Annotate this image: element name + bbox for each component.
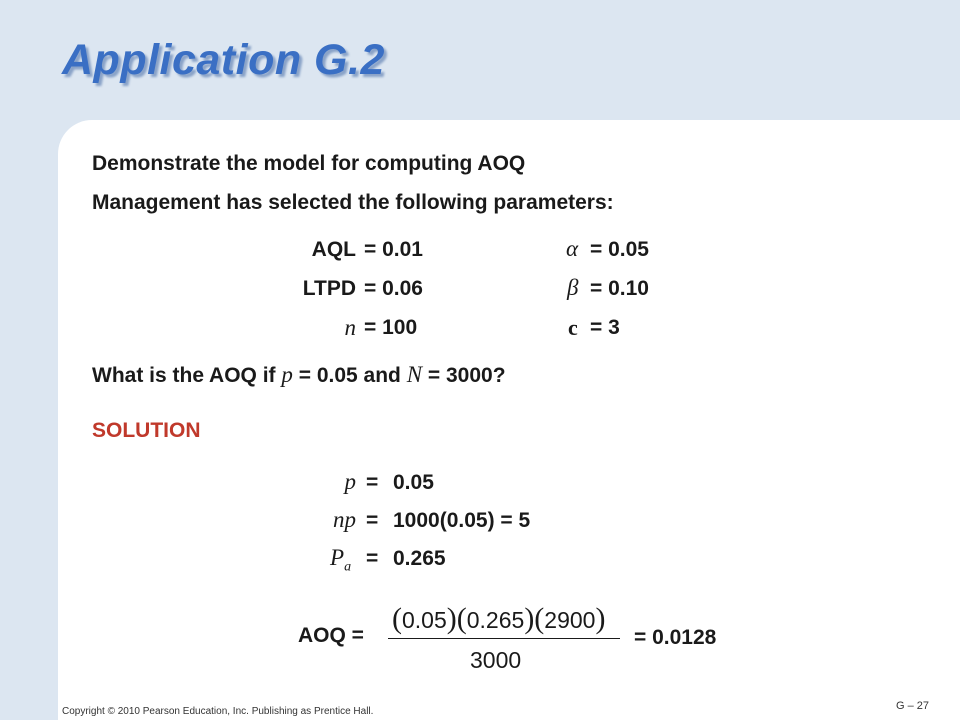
aoq-numerator-2: 0.265 xyxy=(466,607,525,633)
param-n-value: = 100 xyxy=(364,316,418,339)
question-line xyxy=(92,362,506,388)
solution-np-label: np xyxy=(333,507,356,532)
param-alpha-label: α xyxy=(566,236,579,261)
aoq-numerator-1: 0.05 xyxy=(402,607,447,633)
solution-p-label: p xyxy=(344,469,356,494)
question-part-3: = 3000? xyxy=(422,364,506,387)
solution-heading: SOLUTION xyxy=(92,419,201,442)
slide-title: Application G.2 xyxy=(62,36,385,84)
aoq-denominator: 3000 xyxy=(470,647,522,673)
intro-line-1: Demonstrate the model for computing AOQ xyxy=(92,152,526,175)
param-ltpd-label: LTPD xyxy=(302,277,356,300)
param-beta-value: = 0.10 xyxy=(590,277,649,300)
intro-line-2: Management has selected the following parameters: xyxy=(92,191,614,214)
aoq-numerator-3: 2900 xyxy=(544,607,596,633)
param-alpha-value: = 0.05 xyxy=(590,238,649,261)
page-number: G – 27 xyxy=(896,700,930,712)
copyright-footer: Copyright © 2010 Pearson Education, Inc. Publishing as Prentice Hall. xyxy=(62,706,374,717)
aoq-numerator: (0.05)(0.265)(2900) xyxy=(392,602,606,635)
solution-p-eq: = xyxy=(366,471,379,494)
param-aql-value: = 0.01 xyxy=(364,238,423,261)
param-beta-label: β xyxy=(567,275,579,300)
solution-pa-main: P xyxy=(330,545,345,570)
solution-p-value: 0.05 xyxy=(393,471,434,494)
param-c-label: c xyxy=(568,315,578,340)
question-N: N xyxy=(406,362,423,387)
param-aql-label: AQL xyxy=(311,238,356,261)
question-part-2: = 0.05 and xyxy=(292,364,407,387)
solution-pa-label xyxy=(330,545,351,576)
question-part-1: What is the AOQ if xyxy=(92,364,282,387)
solution-pa-eq: = xyxy=(366,547,379,570)
aoq-result: = 0.0128 xyxy=(634,626,717,649)
param-n-label: n xyxy=(344,315,356,340)
param-c-value: = 3 xyxy=(590,316,620,339)
param-ltpd-value: = 0.06 xyxy=(364,277,423,300)
solution-np-value: 1000(0.05) = 5 xyxy=(393,509,531,532)
solution-np-eq: = xyxy=(366,509,379,532)
fraction-bar xyxy=(388,638,620,639)
solution-pa-value: 0.265 xyxy=(393,547,446,570)
solution-pa-sub: a xyxy=(344,559,352,575)
question-p: p xyxy=(281,362,293,387)
aoq-label: AOQ = xyxy=(298,624,364,647)
